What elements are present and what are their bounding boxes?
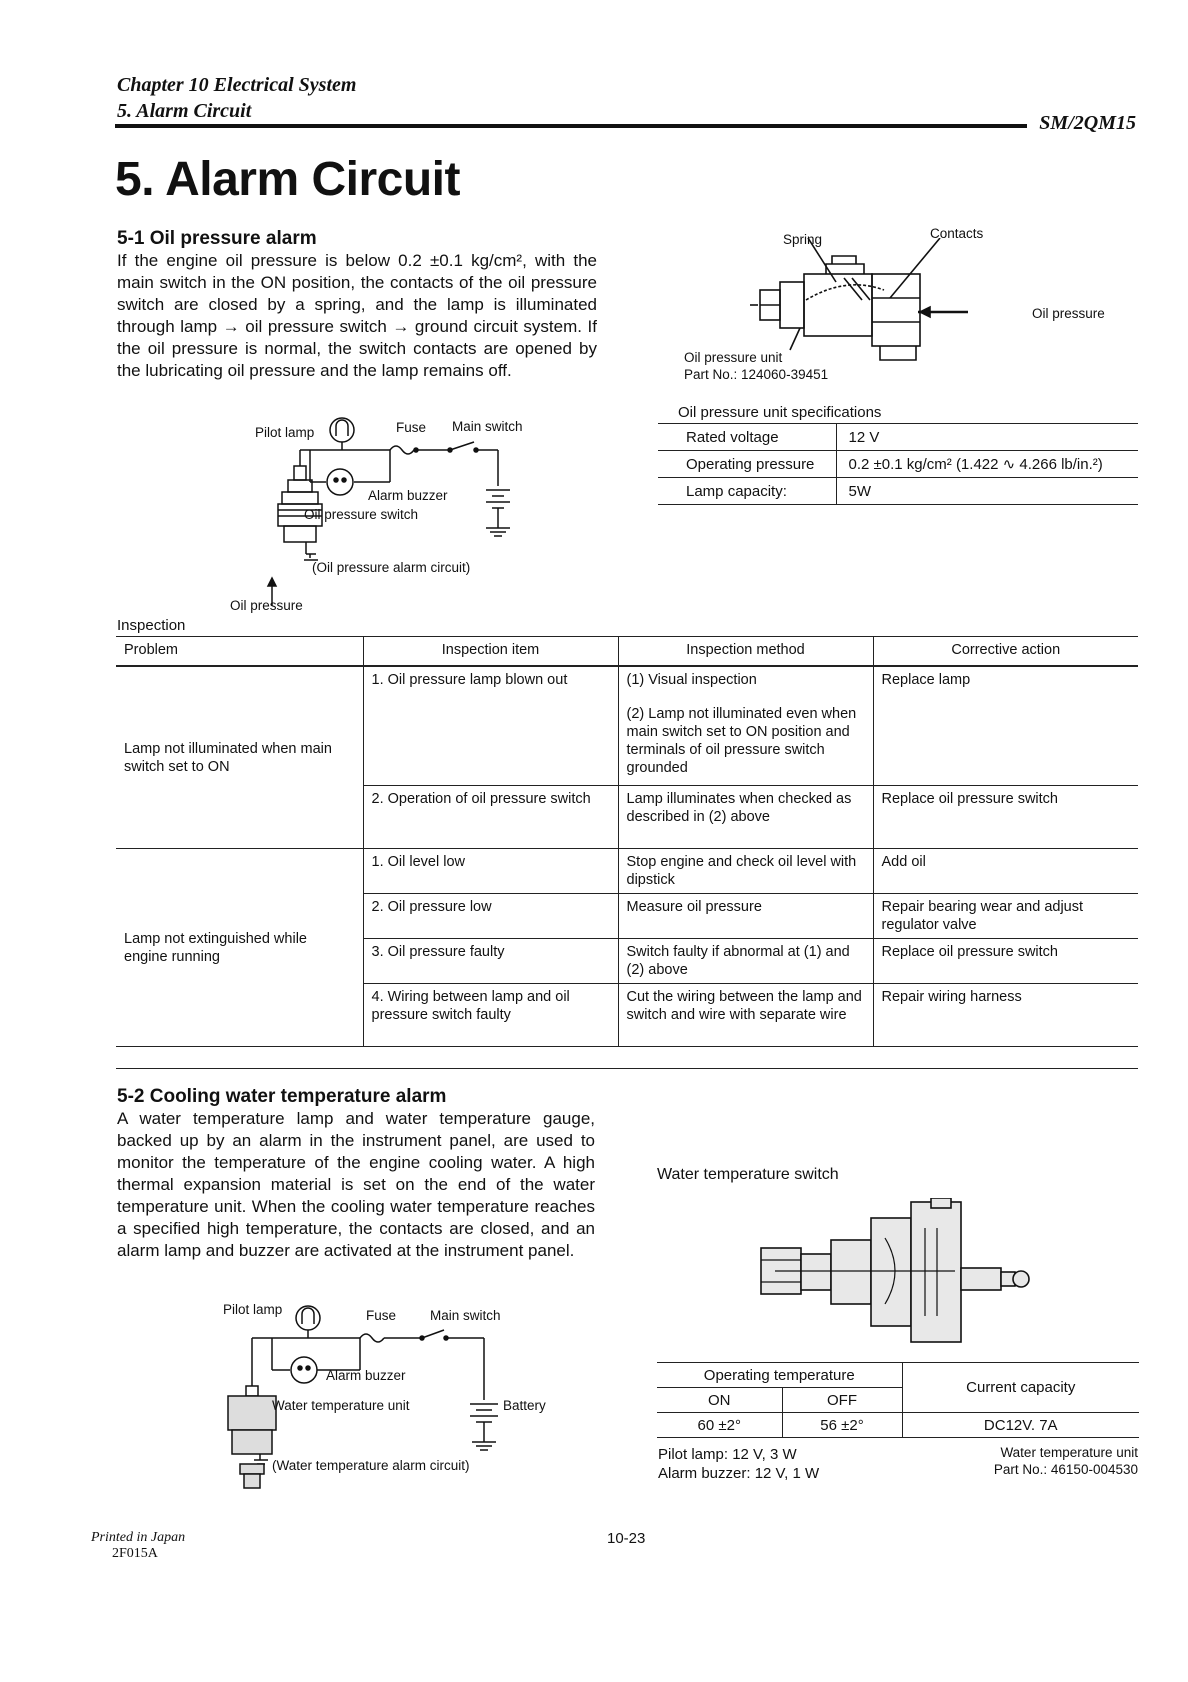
method-cell (618, 666, 873, 786)
spec-value: 0.2 ±0.1 kg/cm² (1.422 ∿ 4.266 lb/in.²) (836, 451, 1138, 478)
table-row (116, 666, 1138, 786)
header-inspection-method: Inspection method (618, 637, 873, 667)
inspection-table (116, 636, 1138, 1047)
action-cell: Repair wiring harness (873, 984, 1138, 1047)
water-temperature-table (657, 1362, 1139, 1438)
action-cell: Replace lamp (873, 666, 1138, 786)
water-alarm-heading: 5-2 Cooling water temperature alarm (117, 1086, 447, 1107)
method-cell: Cut the wiring between the lamp and switch and wire with separate wire (618, 984, 873, 1047)
water-unit-name: Water temperature unit (1000, 1445, 1138, 1460)
water-switch-label: Water temperature switch (657, 1166, 839, 1183)
action-cell: Replace oil pressure switch (873, 939, 1138, 984)
item-cell: 4. Wiring between lamp and oil pressure switch faulty (363, 984, 618, 1047)
off-value: 56 ±2° (782, 1413, 902, 1438)
spec-value: 12 V (836, 424, 1138, 451)
current-capacity-header: Current capacity (902, 1363, 1139, 1413)
main-switch-label: Main switch (452, 419, 523, 434)
chapter-title: Chapter 10 Electrical System (117, 74, 357, 96)
table-row (657, 1363, 1139, 1388)
alarm-buzzer-label: Alarm buzzer (368, 488, 448, 503)
on-header: ON (657, 1388, 782, 1413)
battery-symbol (470, 1404, 498, 1450)
oil-pressure-arrow-label: Oil pressure (230, 598, 303, 613)
current-value: DC12V. 7A (902, 1413, 1139, 1438)
section-title: 5. Alarm Circuit (117, 100, 252, 122)
main-switch-symbol (422, 1330, 444, 1338)
alarm-buzzer-note: Alarm buzzer: 12 V, 1 W (658, 1465, 820, 1482)
method-cell: Stop engine and check oil level with dipstick (618, 849, 873, 894)
action-cell: Replace oil pressure switch (873, 786, 1138, 849)
header-problem: Problem (116, 637, 363, 667)
method-cell: Measure oil pressure (618, 894, 873, 939)
on-value: 60 ±2° (657, 1413, 782, 1438)
oil-pressure-switch-label: Oil pressure switch (304, 507, 419, 522)
page-title: 5. Alarm Circuit (115, 153, 460, 206)
main-switch-label-2: Main switch (430, 1308, 501, 1323)
item-cell: 2. Operation of oil pressure switch (363, 786, 618, 849)
specs-title: Oil pressure unit specifications (678, 404, 882, 421)
fuse-label-2: Fuse (366, 1308, 397, 1323)
problem-cell: Lamp not extinguished while engine running (116, 849, 363, 1047)
footer-code: 2F015A (112, 1546, 158, 1561)
water-circuit-caption: (Water temperature alarm circuit) (272, 1458, 470, 1473)
inspection-header-row (116, 637, 1138, 667)
printed-in-japan: Printed in Japan (91, 1530, 186, 1545)
water-temperature-unit-symbol (228, 1386, 276, 1488)
pilot-lamp-symbol (330, 418, 354, 442)
oil-circuit-caption: (Oil pressure alarm circuit) (312, 560, 471, 575)
water-unit-label: Water temperature unit (272, 1398, 410, 1413)
page-number: 10-23 (607, 1530, 646, 1547)
method-visual: (1) Visual inspection (626, 672, 757, 688)
battery-label: Battery (503, 1398, 546, 1413)
alarm-buzzer-symbol (291, 1357, 317, 1383)
spec-label: Rated voltage (658, 424, 836, 451)
item-cell: 2. Oil pressure low (363, 894, 618, 939)
spec-value: 5W (836, 478, 1138, 505)
spec-row (658, 478, 1138, 505)
header-rule (115, 124, 1027, 128)
oil-pressure-arrow-label-unit: Oil pressure (1032, 306, 1105, 321)
oil-pressure-unit-part-no: Part No.: 124060-39451 (684, 367, 829, 382)
water-alarm-body: A water temperature lamp and water temperature gauge, backed up by an alarm in the instrument panel, are used to monitor the temperature of the engine cooling water. A high thermal expansion material is set on the end of the water temperature unit. When the cooling water temperature reaches a specified high temperature, the contacts are closed, and an alarm lamp and buzzer are activated at the instrument panel. (117, 1109, 595, 1260)
alarm-buzzer-label-2: Alarm buzzer (326, 1368, 406, 1383)
oil-pressure-unit-name: Oil pressure unit (684, 350, 783, 365)
operating-temperature-header: Operating temperature (657, 1363, 902, 1388)
pilot-lamp-symbol (296, 1306, 320, 1330)
fuse-symbol (360, 1334, 384, 1342)
spec-row (658, 424, 1138, 451)
oil-alarm-body: If the engine oil pressure is below 0.2 ±0.1 kg/cm², with the main switch in the ON position, the contacts of the oil pressure switch are closed by a spring, and the lamp is illuminated through lamp → oil pressure switch → ground circuit system. If the oil pressure is normal, the switch contacts are opened by the lubricating oil pressure and the lamp remains off. (117, 251, 597, 380)
off-header: OFF (782, 1388, 902, 1413)
inspection-label: Inspection (117, 617, 186, 634)
pilot-lamp-label: Pilot lamp (255, 425, 315, 440)
main-switch-symbol (450, 442, 474, 450)
action-cell: Add oil (873, 849, 1138, 894)
spec-label: Operating pressure (658, 451, 836, 478)
spec-row (658, 451, 1138, 478)
spec-label: Lamp capacity: (658, 478, 836, 505)
alarm-buzzer-symbol (327, 469, 353, 495)
pilot-lamp-note: Pilot lamp: 12 V, 3 W (658, 1446, 797, 1463)
table-row (116, 849, 1138, 894)
water-unit-part-no: Part No.: 46150-004530 (993, 1462, 1138, 1477)
item-cell: 3. Oil pressure faulty (363, 939, 618, 984)
battery-symbol (486, 490, 510, 536)
oil-alarm-heading: 5-1 Oil pressure alarm (117, 228, 317, 249)
header-inspection-item: Inspection item (363, 637, 618, 667)
pilot-lamp-label-2: Pilot lamp (223, 1302, 283, 1317)
section-divider (116, 1068, 1138, 1069)
water-temperature-switch-drawing (755, 1198, 1055, 1346)
fuse-symbol (390, 446, 414, 454)
problem-cell: Lamp not illuminated when main switch set to ON (116, 666, 363, 849)
method-cell: Lamp illuminates when checked as described in (2) above (618, 786, 873, 849)
method-cell: Switch faulty if abnormal at (1) and (2) above (618, 939, 873, 984)
item-cell: 1. Oil level low (363, 849, 618, 894)
action-cell: Repair bearing wear and adjust regulator valve (873, 894, 1138, 939)
contacts-label: Contacts (930, 226, 984, 241)
table-row (657, 1413, 1139, 1438)
spring-label: Spring (783, 232, 823, 247)
header-corrective-action: Corrective action (873, 637, 1138, 667)
oil-pressure-specs-table (658, 423, 1138, 505)
method-not-illuminated: (2) Lamp not illuminated even when main switch set to ON position and terminals of oil pressure switch grounded (626, 706, 857, 776)
item-cell: 1. Oil pressure lamp blown out (363, 666, 618, 786)
doc-code: SM/2QM15 (1039, 112, 1136, 134)
fuse-label: Fuse (396, 420, 427, 435)
